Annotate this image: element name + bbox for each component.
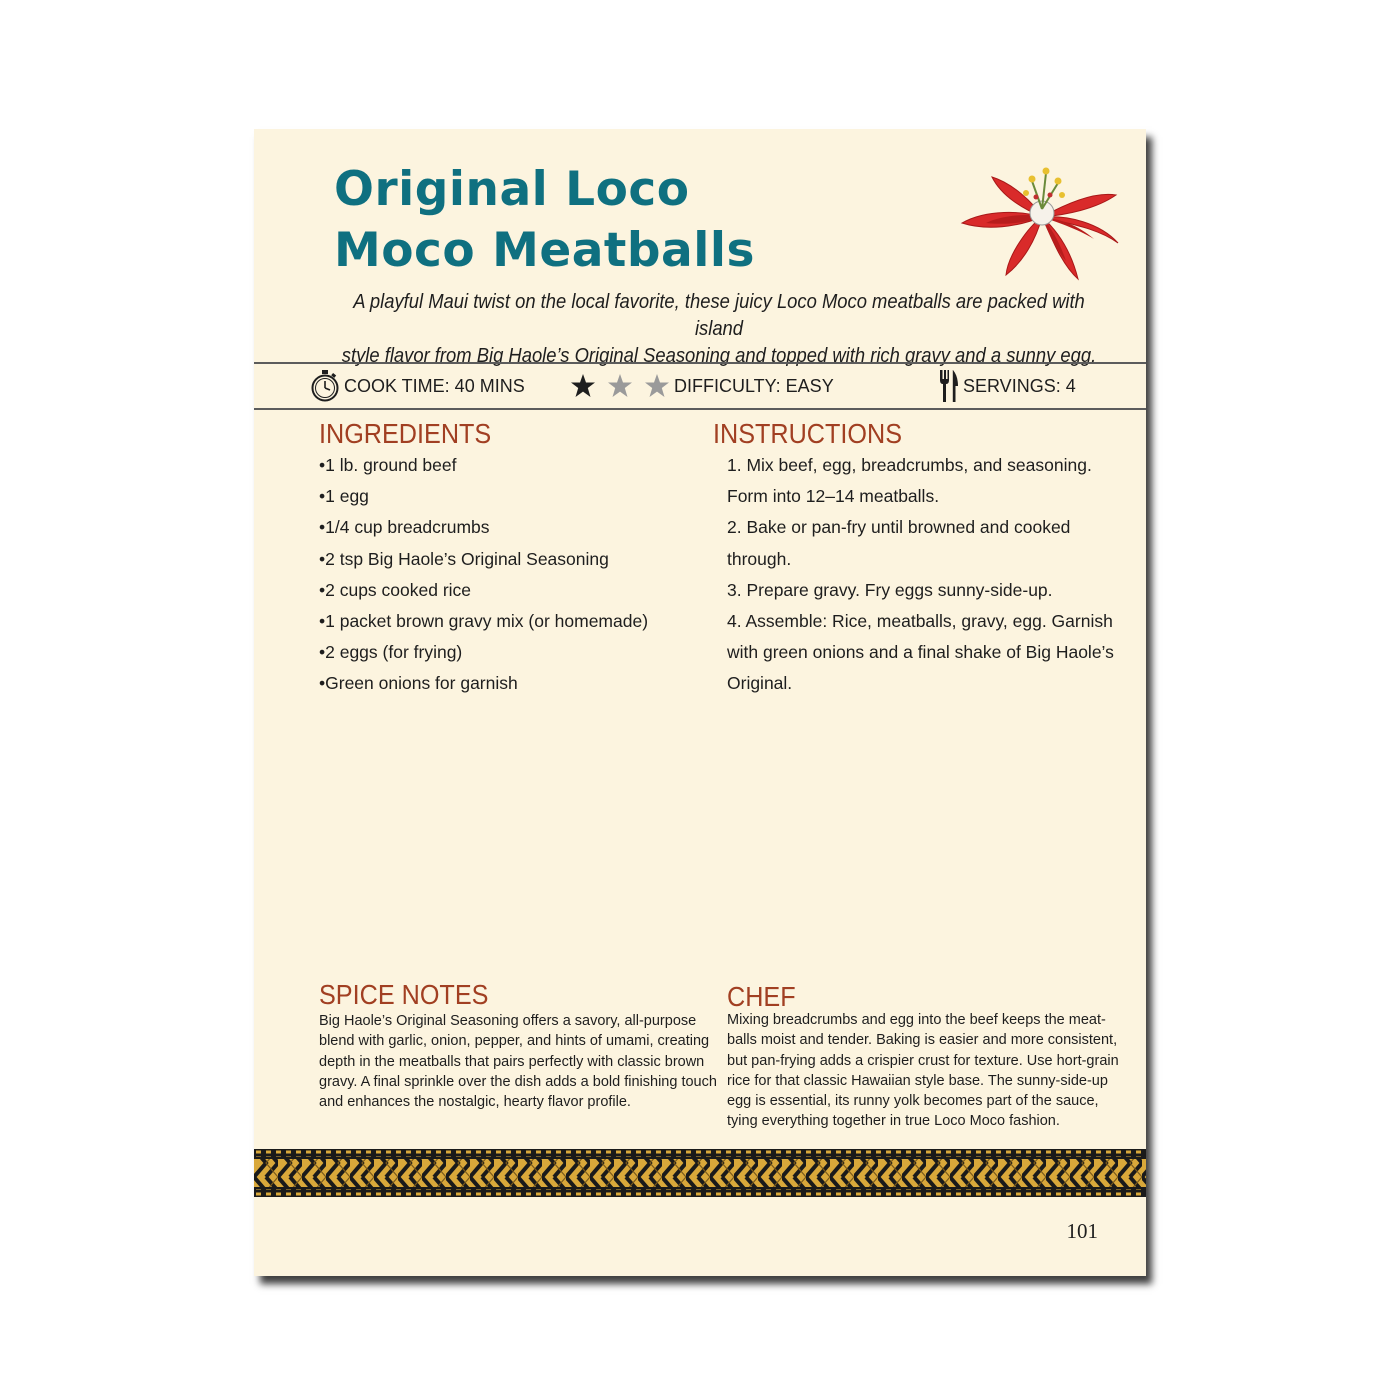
page-number: 101 — [1066, 1219, 1098, 1243]
spice-note-line: Big Haole’s Original Seasoning offers a savory, all-purpose — [319, 1013, 697, 1029]
chef-note-line: tying everything together in true Loco Moco fashion. — [727, 1113, 1060, 1130]
ingredient-item: •2 eggs (for frying) — [319, 642, 463, 663]
cook-time-text: COOK TIME: 40 MINS — [344, 375, 525, 396]
difficulty — [570, 364, 834, 408]
instruction-line: through. — [727, 548, 792, 569]
chef-note-line: balls moist and tender. Baking is easier and more consistent, — [727, 1032, 1118, 1049]
title-line-1: Original Loco — [334, 162, 690, 217]
ingredient-item: •1 egg — [319, 486, 369, 507]
chef-note-line: egg is essential, its runny yolk becomes part of the sauce, — [727, 1093, 1099, 1110]
ingredient-item: •2 cups cooked rice — [319, 579, 472, 600]
title-line-2: Moco Meatballs — [334, 223, 755, 278]
servings-text: SERVINGS: 4 — [963, 375, 1076, 396]
chef-notes-text — [727, 1010, 1119, 1132]
ingredients-list — [319, 450, 648, 700]
stopwatch-icon — [310, 369, 340, 403]
difficulty-text: DIFFICULTY: EASY — [674, 375, 834, 396]
star-icon — [645, 374, 669, 397]
recipe-intro — [337, 289, 1101, 370]
fork-knife-icon — [938, 368, 960, 404]
star-icon — [571, 374, 595, 397]
spice-note-line: blend with garlic, onion, pepper, and hints of umami, creating — [319, 1033, 710, 1050]
chef-note-line: but pan-frying adds a crispier crust for texture. Use hort-grain — [727, 1052, 1119, 1069]
ingredient-item: •2 tsp Big Haole’s Original Seasoning — [319, 548, 609, 569]
instruction-line: with green onions and a final shake of Big Haole’s — [727, 642, 1114, 663]
instruction-line: 2. Bake or pan-fry until browned and cooked — [727, 517, 1071, 538]
ingredient-item: •1 lb. ground beef — [319, 455, 457, 475]
recipe-meta-bar — [254, 362, 1146, 410]
instructions-heading: INSTRUCTIONS — [713, 418, 902, 449]
recipe-title — [334, 159, 755, 281]
spice-notes-heading: SPICE NOTES — [319, 979, 489, 1010]
ingredients-heading: INGREDIENTS — [319, 418, 492, 449]
star-icon — [608, 374, 632, 397]
ingredient-item: •Green onions for garnish — [319, 673, 518, 694]
decorative-border — [254, 1149, 1146, 1197]
instruction-line: 1. Mix beef, egg, breadcrumbs, and seasoning. — [727, 455, 1092, 475]
instruction-line: Form into 12–14 meatballs. — [727, 486, 940, 507]
spice-note-line: and enhances the nostalgic, hearty flavor profile. — [319, 1094, 631, 1111]
instruction-line: Original. — [727, 673, 793, 694]
chef-note-line: rice for that classic Hawaiian style base. The sunny-side-up — [727, 1072, 1108, 1089]
spice-note-line: gravy. A final sprinkle over the dish adds a bold finishing touch — [319, 1073, 717, 1090]
instruction-line: 4. Assemble: Rice, meatballs, gravy, egg. Garnish — [727, 611, 1113, 632]
cook-time — [310, 364, 525, 408]
chef-note-line: Mixing breadcrumbs and egg into the beef keeps the meat- — [727, 1012, 1106, 1028]
ingredient-item: •1 packet brown gravy mix (or homemade) — [319, 611, 649, 632]
servings — [938, 364, 1076, 408]
instruction-line: 3. Prepare gravy. Fry eggs sunny-side-up. — [727, 579, 1053, 600]
ingredient-item: •1/4 cup breadcrumbs — [319, 517, 490, 538]
instructions-list — [727, 450, 1114, 700]
recipe-page — [254, 129, 1146, 1276]
intro-line-2: style flavor from Big Haole’s Original Seasoning and topped with rich gravy and a sunny egg. — [341, 345, 1097, 367]
spice-notes-text — [319, 1011, 717, 1112]
hibiscus-flower-icon — [960, 149, 1124, 283]
intro-line-1: A playful Maui twist on the local favorite, these juicy Loco Moco meatballs are packed with island — [353, 291, 1085, 340]
chef-heading: CHEF — [727, 981, 796, 1012]
spice-note-line: depth in the meatballs that pairs perfectly with classic brown — [319, 1053, 705, 1070]
difficulty-stars — [570, 373, 670, 399]
